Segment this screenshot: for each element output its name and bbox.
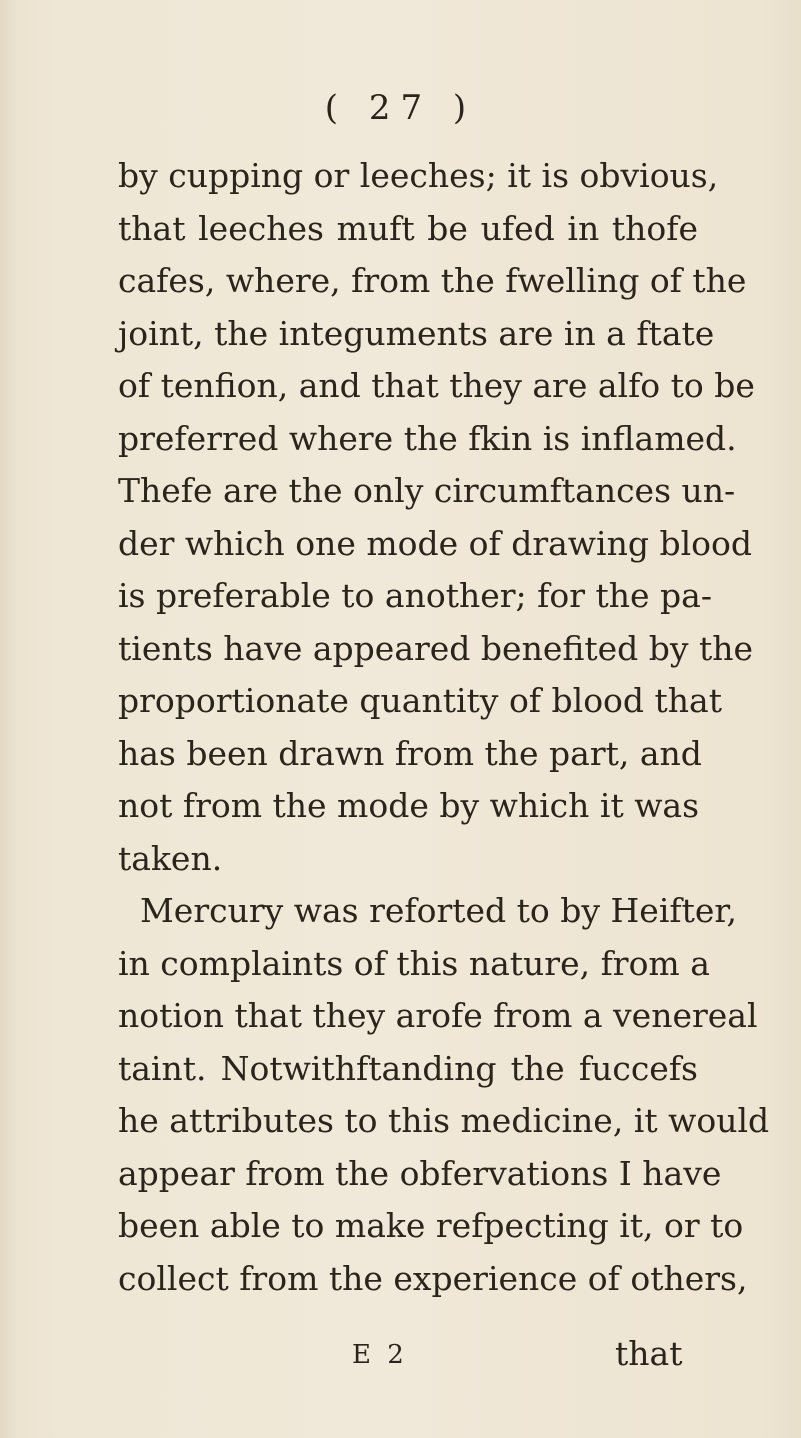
text-line: cafes, where, from the fwelling of the (118, 261, 747, 300)
text-line: has been drawn from the part, and (118, 733, 702, 773)
text-line: he attributes to this medicine, it would (118, 1101, 770, 1140)
text-line: been able to make refpecting it, or to (118, 1206, 744, 1245)
catchword: that (615, 1334, 683, 1373)
text-line: in complaints of this nature, from a (118, 943, 710, 983)
text-line: der which one mode of drawing blood (118, 523, 752, 563)
text-line: preferred where the fkin is inflamed. (118, 418, 737, 458)
text-line: collect from the experience of others, (118, 1258, 748, 1298)
text-line: by cupping or leeches; it is obvious, (118, 156, 719, 195)
text-line: taken. (118, 838, 223, 878)
text-line: taint. Notwithftanding the fuccefs (118, 1048, 698, 1088)
body-text (118, 150, 770, 1305)
text-line: proportionate quantity of blood that (118, 681, 722, 720)
text-line: is preferable to another; for the pa- (118, 576, 712, 615)
text-line: tients have appeared benefited by the (118, 628, 754, 668)
text-line: not from the mode by which it was (118, 786, 700, 825)
text-line: notion that they arofe from a venereal (118, 996, 758, 1035)
text-line: of tenfion, and that they are alfo to be (118, 366, 755, 405)
text-line: Thefe are the only circumftances un- (118, 471, 736, 510)
page-number: ( 27 ) (324, 88, 477, 128)
page-footer (0, 1328, 801, 1380)
signature-mark: E 2 (352, 1340, 408, 1370)
text-line: that leeches muft be ufed in thofe (118, 208, 698, 248)
text-line: joint, the integuments are in a ftate (118, 313, 715, 353)
text-line: appear from the obfervations I have (118, 1153, 722, 1193)
text-line: Mercury was reforted to by Heifter, (140, 891, 738, 930)
